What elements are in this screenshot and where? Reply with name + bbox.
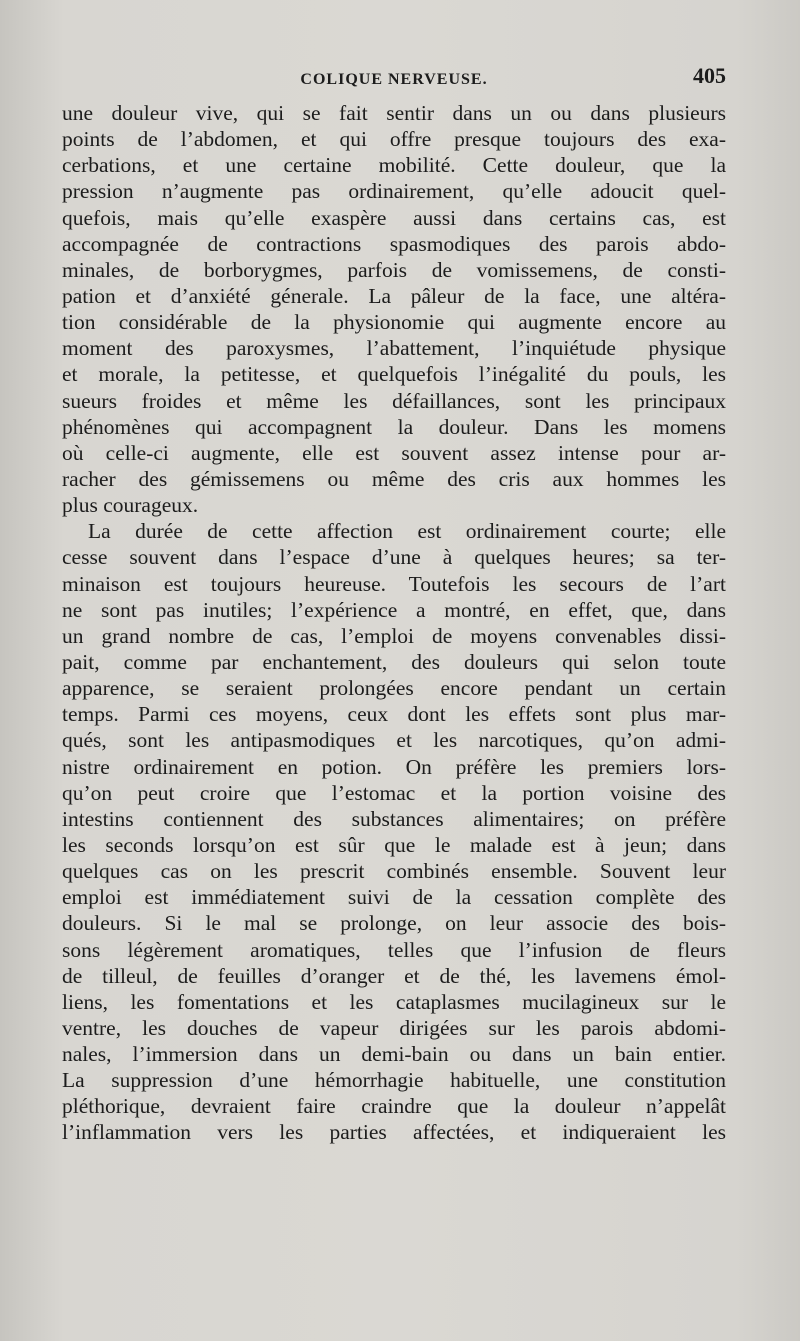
text-line: quelques cas on les prescrit combinés ensemble. Souvent leur	[62, 859, 726, 884]
text-line: cesse souvent dans l’espace d’une à quelques heures; sa ter-	[62, 545, 726, 570]
page-number: 405	[693, 63, 726, 88]
text-line: moment des paroxysmes, l’abattement, l’inquiétude physique	[62, 336, 726, 361]
text-line: nales, l’immersion dans un demi-bain ou dans un bain entier.	[62, 1042, 726, 1067]
text-line: liens, les fomentations et les cataplasmes mucilagineux sur le	[62, 989, 726, 1014]
text-line: pait, comme par enchantement, des douleurs qui selon toute	[62, 649, 726, 674]
paragraph-end-line: plus courageux.	[62, 493, 199, 518]
text-line: de tilleul, de feuilles d’oranger et de thé, les lavemens émol-	[62, 963, 726, 988]
body-text	[62, 100, 726, 1146]
text-line: points de l’abdomen, et qui offre presque toujours des exa-	[62, 127, 726, 152]
text-line: phénomènes qui accompagnent la douleur. Dans les momens	[62, 414, 726, 439]
text-line: sueurs froides et même les défaillances, sont les principaux	[62, 388, 726, 413]
paragraph-start-line: La durée de cette affection est ordinairement courte; elle	[88, 519, 726, 544]
text-line: un grand nombre de cas, l’emploi de moyens convenables dissi-	[62, 623, 726, 648]
text-line: une douleur vive, qui se fait sentir dans un ou dans plusieurs	[62, 101, 726, 125]
text-line: accompagnée de contractions spasmodiques des parois abdo-	[62, 231, 726, 256]
text-line: ventre, les douches de vapeur dirigées sur les parois abdomi-	[62, 1015, 726, 1040]
text-line: racher des gémissemens ou même des cris aux hommes les	[62, 466, 726, 491]
text-line: apparence, se seraient prolongées encore pendant un certain	[62, 676, 726, 701]
text-line: où celle-ci augmente, elle est souvent assez intense pour ar-	[62, 440, 726, 465]
text-line: intestins contiennent des substances alimentaires; on préfère	[62, 806, 726, 831]
running-head	[62, 63, 726, 94]
text-line: tion considérable de la physionomie qui augmente encore au	[62, 310, 726, 335]
text-line: sons légèrement aromatiques, telles que l’infusion de fleurs	[62, 937, 726, 962]
text-line: quefois, mais qu’elle exaspère aussi dans certains cas, est	[62, 205, 726, 230]
text-line: qu’on peut croire que l’estomac et la portion voisine des	[62, 780, 726, 805]
text-line: douleurs. Si le mal se prolonge, on leur associe des bois-	[62, 911, 726, 936]
text-line: pression n’augmente pas ordinairement, qu’elle adoucit quel-	[62, 179, 726, 204]
text-line: ne sont pas inutiles; l’expérience a montré, en effet, que, dans	[62, 597, 726, 622]
text-line: les seconds lorsqu’on est sûr que le malade est à jeun; dans	[62, 832, 726, 857]
text-line: pléthorique, devraient faire craindre que la douleur n’appelât	[62, 1094, 726, 1119]
text-line: minales, de borborygmes, parfois de vomissemens, de consti-	[62, 257, 726, 282]
text-line: minaison est toujours heureuse. Toutefois les secours de l’art	[62, 571, 726, 596]
running-title: COLIQUE NERVEUSE.	[300, 71, 488, 88]
text-line: nistre ordinairement en potion. On préfère les premiers lors-	[62, 754, 726, 779]
text-line: emploi est immédiatement suivi de la cessation complète des	[62, 885, 726, 910]
text-line: l’inflammation vers les parties affectées, et indiqueraient les	[62, 1120, 726, 1145]
text-line: temps. Parmi ces moyens, ceux dont les effets sont plus mar-	[62, 702, 726, 727]
text-line: cerbations, et une certaine mobilité. Cette douleur, que la	[62, 153, 726, 178]
text-line: pation et d’anxiété génerale. La pâleur de la face, une altéra-	[62, 283, 726, 308]
text-line: qués, sont les antipasmodiques et les narcotiques, qu’on admi-	[62, 728, 726, 753]
text-line: La suppression d’une hémorrhagie habituelle, une constitution	[62, 1068, 726, 1093]
text-line: et morale, la petitesse, et quelquefois l’inégalité du pouls, les	[62, 362, 726, 387]
